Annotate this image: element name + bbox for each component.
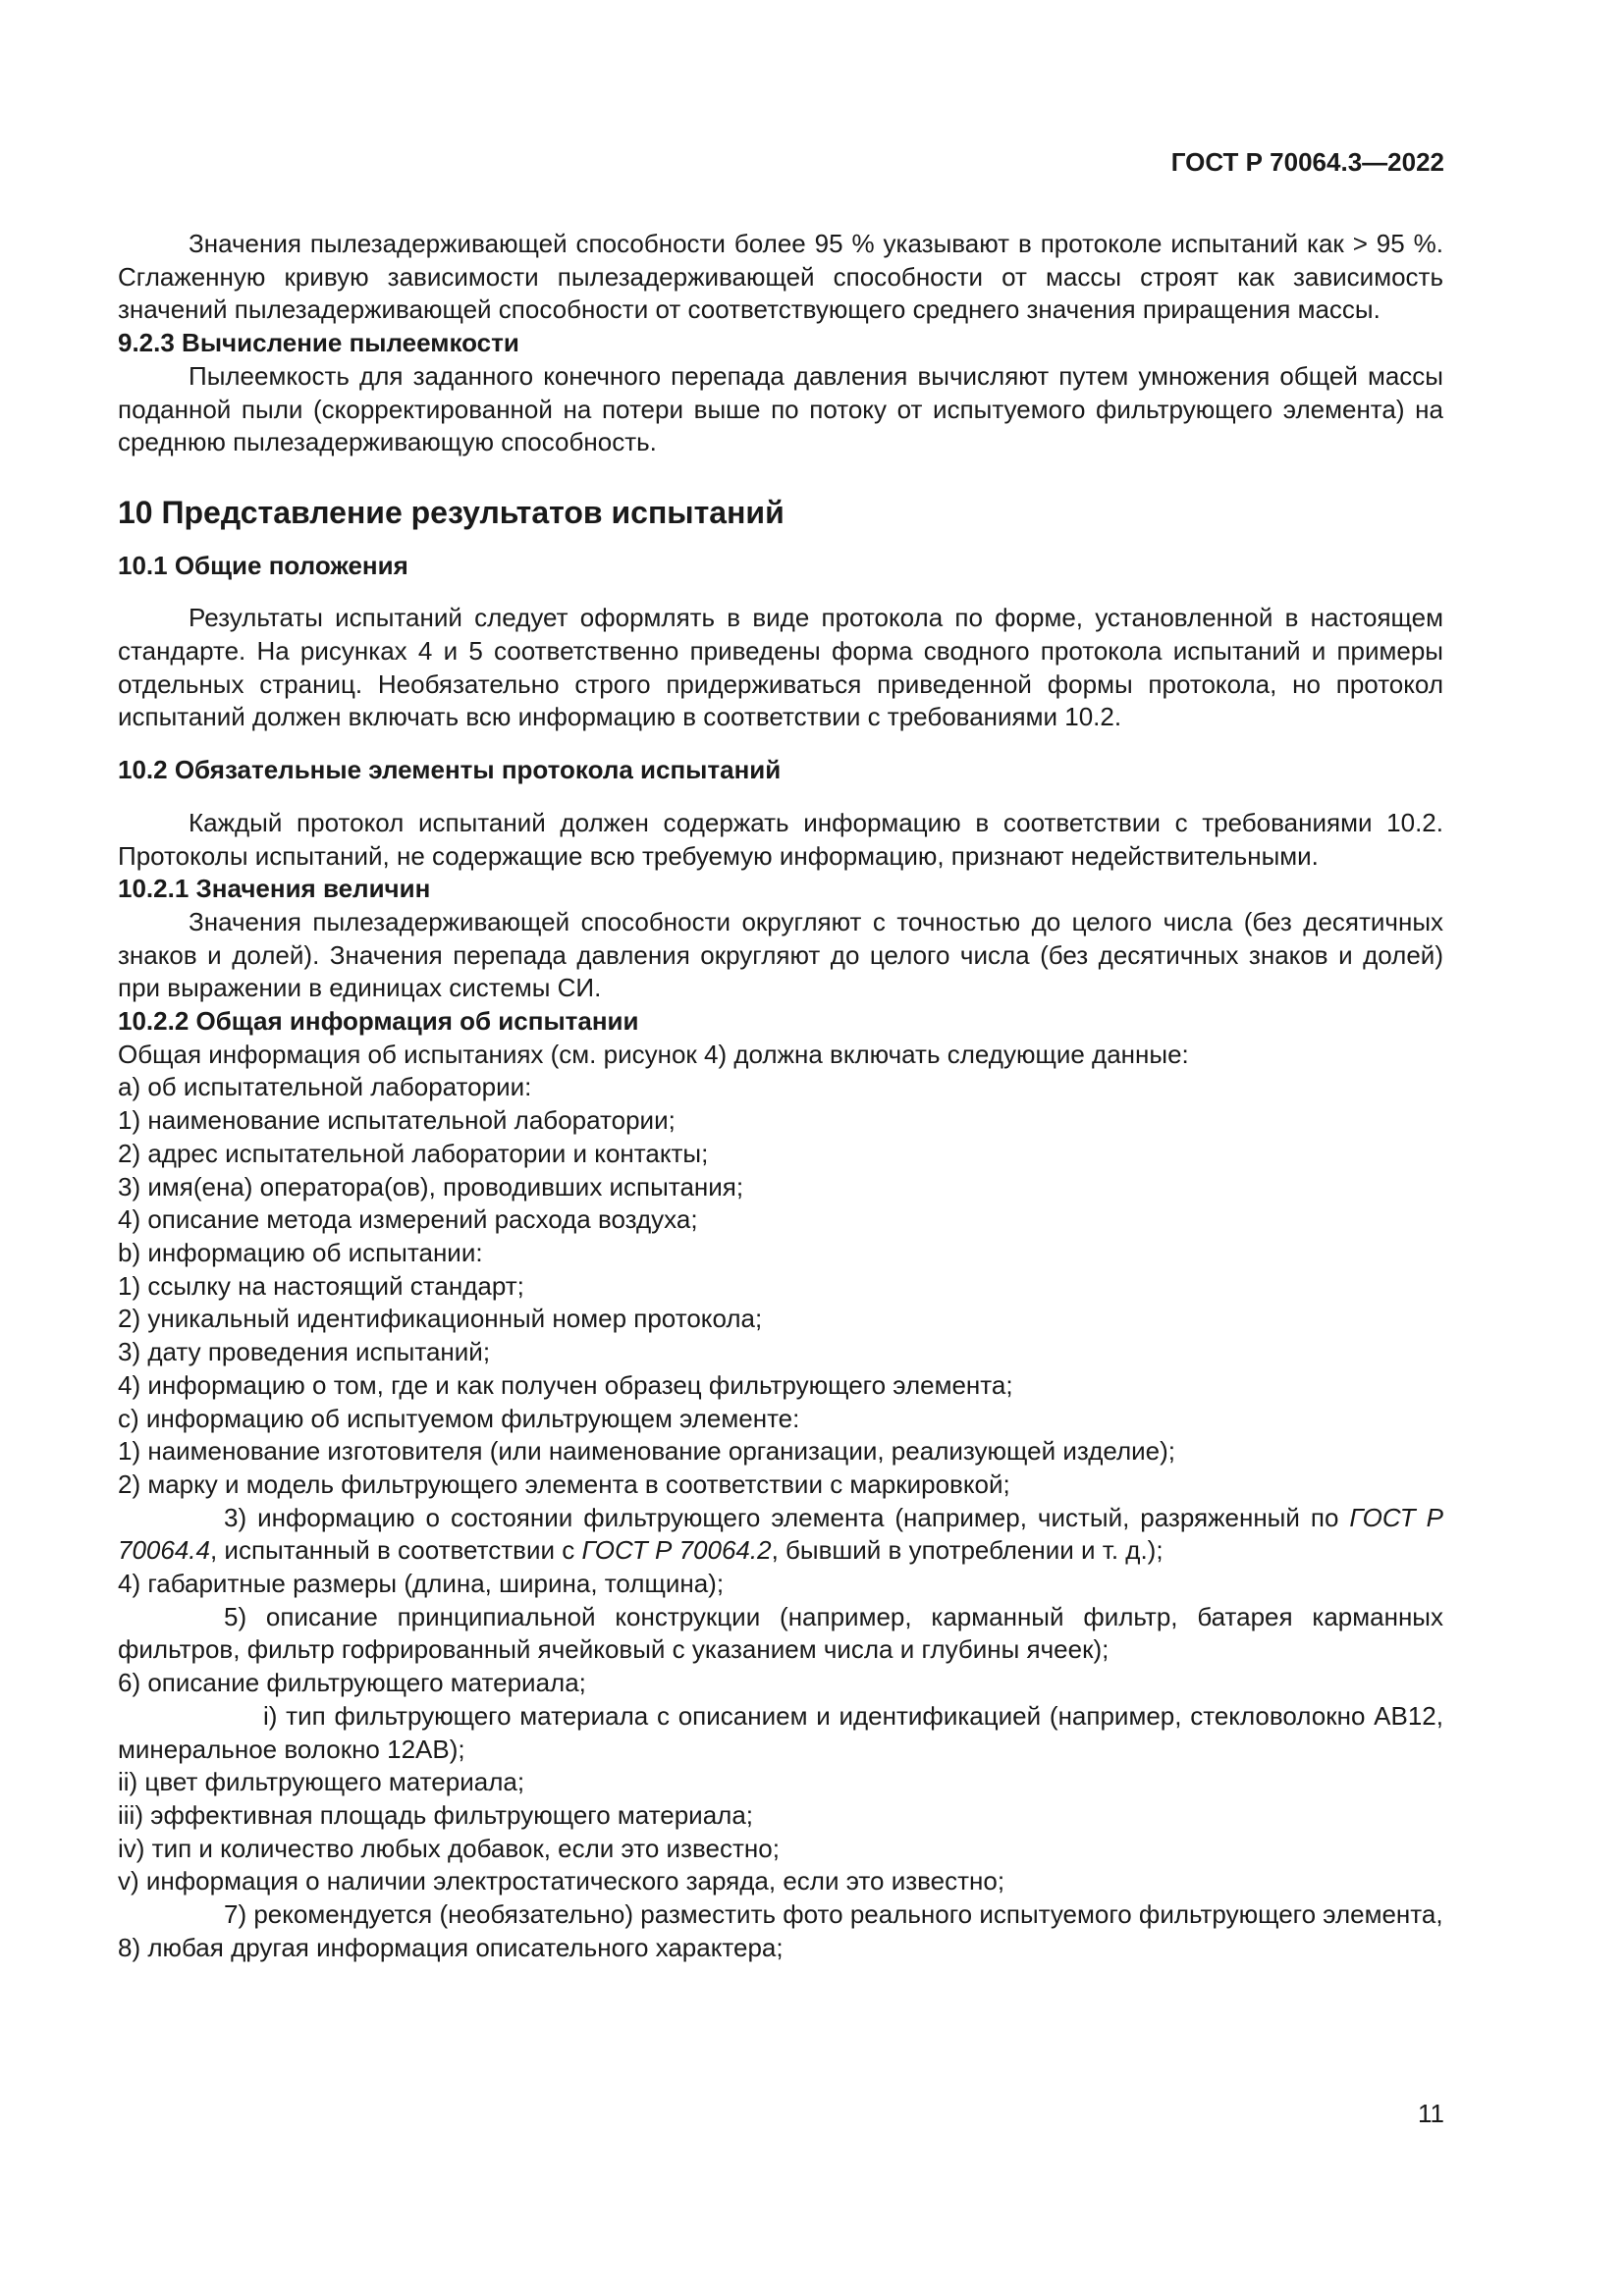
section-10-1-title: 10.1 Общие положения [118, 550, 408, 580]
paragraph-general-provisions: Результаты испытаний следует оформлять в виде протокола по форме, установленной в настоящем стандарте. На рисунках 4 и 5 соответственно приведены форма сводного протокола испытаний и примеры отдельных страниц. Необязательно строго придерживаться приведенной формы протокола, но протокол испытаний должен включать всю информацию в соответствии с требованиями 10.2. [118, 603, 1443, 732]
section-10-2-2-title: 10.2.2 Общая информация об испытании [118, 1006, 639, 1037]
page-body [118, 228, 1443, 1964]
list-c-label: с) информацию об испытуемом фильтрующем элементе: [118, 1403, 800, 1433]
list-a-label: а) об испытательной лаборатории: [118, 1072, 532, 1102]
paragraph-values-rounding: Значения пылезадерживающей способности округляют с точностью до целого числа (без десятичных знаков и долей). Значения перепада давления округляют до целого числа (без десятичных знаков и долей) при выражении в единицах системы СИ. [118, 906, 1443, 1003]
list-item: 5) описание принципиальной конструкции (например, карманный фильтр, батарея карманных фильтров, фильтр гофрированный ячейковый с указанием числа и глубины ячеек); [118, 1601, 1443, 1665]
list-item [118, 1502, 1443, 1568]
section-9-2-3-title: 9.2.3 Вычисление пылеемкости [118, 328, 519, 358]
paragraph-general-info-intro: Общая информация об испытаниях (см. рисунок 4) должна включать следующие данные: [118, 1039, 1189, 1069]
paragraph-dust-capacity: Пылеемкость для заданного конечного перепада давления вычисляют путем умножения общей массы поданной пыли (скорректированной на потери выше по потоку от испытуемого фильтрующего элемента) на среднюю пылезадерживающую способность. [118, 360, 1443, 457]
list-item-text: , испытанный в соответствии с [209, 1535, 582, 1566]
list-item-text: 3) информацию о состоянии фильтрующего элемента (например, чистый, разряженный по [224, 1502, 1350, 1532]
document-code-header: ГОСТ Р 70064.3—2022 [1170, 147, 1444, 177]
list-item: 3) имя(ена) оператора(ов), проводивших испытания; [118, 1171, 744, 1201]
list-item: 3) дату проведения испытаний; [118, 1337, 491, 1367]
list-item: 6) описание фильтрующего материала; [118, 1668, 586, 1698]
standard-reference: ГОСТ Р 70064.2 [581, 1535, 772, 1566]
standard-reference: ГОСТ Р 70064.4 [118, 1502, 1443, 1566]
list-item: 1) наименование изготовителя (или наименование организации, реализующей изделие); [118, 1436, 1175, 1467]
list-item: 2) адрес испытательной лаборатории и контакты; [118, 1138, 709, 1168]
list-item-text: , бывший в употреблении и т. д.); [771, 1535, 1164, 1566]
list-item: 2) уникальный идентификационный номер протокола; [118, 1304, 763, 1334]
list-subitem: v) информация о наличии электростатического заряда, если это известно; [118, 1866, 1005, 1896]
list-subitem: iv) тип и количество любых добавок, если это известно; [118, 1833, 780, 1863]
list-item: 4) информацию о том, где и как получен образец фильтрующего элемента; [118, 1369, 1013, 1400]
list-item: 4) габаритные размеры (длина, ширина, толщина); [118, 1569, 725, 1599]
list-subitem: ii) цвет фильтрующего материала; [118, 1767, 525, 1797]
list-item: 1) ссылку на настоящий стандарт; [118, 1270, 524, 1301]
section-10-2-1-title: 10.2.1 Значения величин [118, 874, 431, 904]
list-subitem: iii) эффективная площадь фильтрующего материала; [118, 1799, 754, 1830]
paragraph-mandatory-elements: Каждый протокол испытаний должен содержать информацию в соответствии с требованиями 10.2. Протоколы испытаний, не содержащие всю требуемую информацию, признают недействительными. [118, 807, 1443, 871]
list-item: 2) марку и модель фильтрующего элемента в соответствии с маркировкой; [118, 1468, 1010, 1499]
list-item: 8) любая другая информация описательного характера; [118, 1932, 784, 1962]
section-10-2-title: 10.2 Обязательные элементы протокола испытаний [118, 755, 782, 785]
list-subitem: i) тип фильтрующего материала с описанием и идентификацией (например, стекловолокно АВ12, минеральное волокно 12АВ); [118, 1700, 1443, 1764]
paragraph-efficiency-note: Значения пылезадерживающей способности более 95 % указывают в протоколе испытаний как > 95 %. Сглаженную кривую зависимости пылезадерживающей способности от массы строят как зависимость значений пылезадерживающей способности от соответствующего среднего значения приращения массы. [118, 229, 1443, 325]
page-number: 11 [1418, 2099, 1444, 2128]
list-item: 4) описание метода измерений расхода воздуха; [118, 1204, 698, 1235]
section-10-title: 10 Представление результатов испытаний [118, 494, 785, 530]
list-item: 1) наименование испытательной лаборатории; [118, 1105, 676, 1136]
list-item: 7) рекомендуется (необязательно) разместить фото реального испытуемого фильтрующего элемента, [224, 1899, 1443, 1930]
list-b-label: b) информацию об испытании: [118, 1237, 483, 1267]
